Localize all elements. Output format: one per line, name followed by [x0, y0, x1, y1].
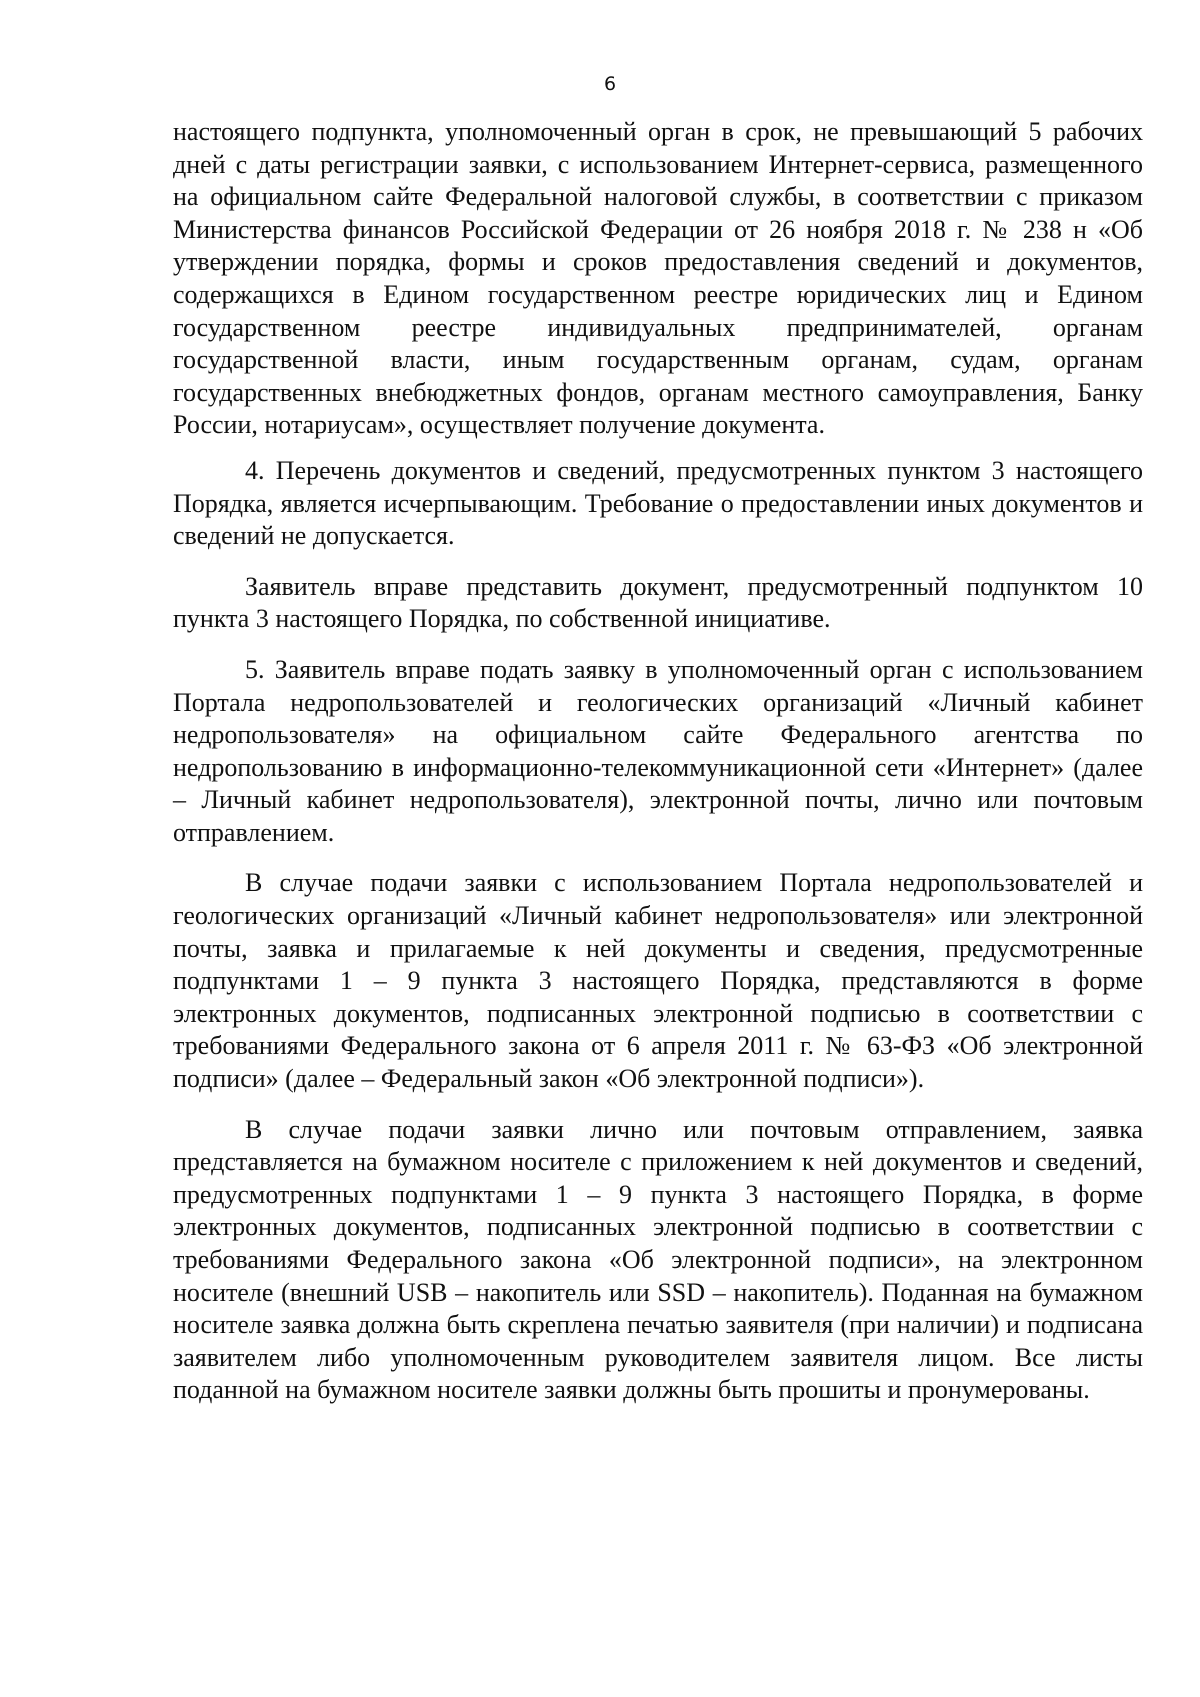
paragraph-applicant-right: Заявитель вправе представить документ, предусмотренный подпунктом 10 пункта 3 настоящего Порядка, по собственной инициативе.: [173, 571, 1143, 634]
paragraph-continuation: настоящего подпункта, уполномоченный орган в срок, не превышающий 5 рабочих дней с даты регистрации заявки, с использованием Интернет-сервиса, размещенного на официальном сайте Федеральной налоговой службы, в соответствии с приказом Министерства финансов Российской Федерации от 26 ноября 2018 г. № 238 н «Об утверждении порядка, формы и сроков предоставления сведений и документов, содержащихся в Едином государственном реестре юридических лиц и Едином государственном реестре индивидуальных предпринимателей, органам государственной власти, иным государственным органам, судам, органам государственных внебюджетных фондов, органам местного самоуправления, Банку России, нотариусам», осуществляет получение документа.: [173, 117, 1143, 440]
paragraph-item-5: 5. Заявитель вправе подать заявку в уполномоченный орган с использованием Портала недропользователей и геологических организаций «Личный кабинет недропользователя» на официальном сайте Федерального агентства по недропользованию в информационно-телекоммуникационной сети «Интернет» (далее – Личный кабинет недропользователя), электронной почты, лично или почтовым отправлением.: [173, 654, 1143, 847]
paragraph-electronic-submission: В случае подачи заявки с использованием Портала недропользователей и геологических организаций «Личный кабинет недропользователя» или электронной почты, заявка и прилагаемые к ней документы и сведения, предусмотренные подпунктами 1 – 9 пункта 3 настоящего Порядка, представляются в форме электронных документов, подписанных электронной подписью в соответствии с требованиями Федерального закона от 6 апреля 2011 г. № 63-ФЗ «Об электронной подписи» (далее – Федеральный закон «Об электронной подписи»).: [173, 868, 1143, 1094]
page-number: 6: [603, 73, 617, 95]
paragraph-item-4: 4. Перечень документов и сведений, предусмотренных пунктом 3 настоящего Порядка, является исчерпывающим. Требование о предоставлении иных документов и сведений не допускается.: [173, 455, 1143, 551]
paragraph-paper-submission: В случае подачи заявки лично или почтовым отправлением, заявка представляется на бумажном носителе с приложением к ней документов и сведений, предусмотренных подпунктами 1 – 9 пункта 3 настоящего Порядка, в форме электронных документов, подписанных электронной подписью в соответствии с требованиями Федерального закона «Об электронной подписи», на электронном носителе (внешний USB – накопитель или SSD – накопитель). Поданная на бумажном носителе заявка должна быть скреплена печатью заявителя (при наличии) и подписана заявителем либо уполномоченным руководителем заявителя лицом. Все листы поданной на бумажном носителе заявки должны быть прошиты и пронумерованы.: [173, 1114, 1143, 1405]
document-body: [173, 116, 1143, 1407]
